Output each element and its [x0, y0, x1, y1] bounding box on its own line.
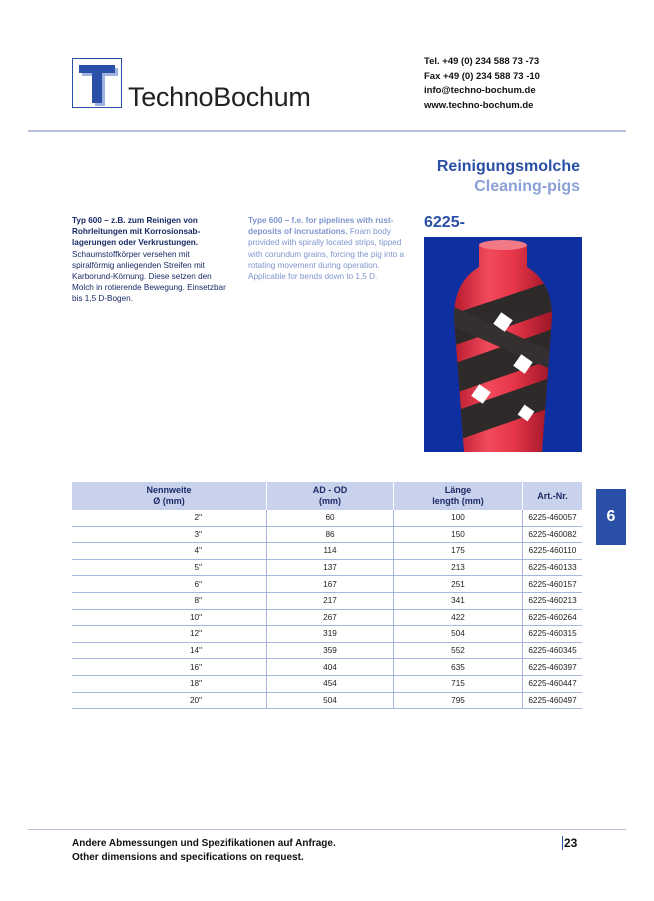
- cell-od: 217: [267, 592, 394, 609]
- cell-length: 422: [394, 609, 523, 626]
- technobochum-logo-icon: [72, 58, 122, 108]
- footer-note: [72, 837, 336, 865]
- cell-od: 167: [267, 576, 394, 593]
- cell-article-number: 6225-460133: [523, 559, 583, 576]
- cell-article-number: 6225-460157: [523, 576, 583, 593]
- cell-od: 60: [267, 510, 394, 526]
- cell-length: 795: [394, 692, 523, 709]
- description-de-text: Schaumstoffkörper versehen mit spiralförmig anliegenden Streifen mit Karborund-Körnung. Diese setzen den Molch in rotierende Bewegung. Einsetzbar bis 1,5 D-Bogen.: [72, 249, 226, 304]
- cell-od: 359: [267, 642, 394, 659]
- product-code: 6225-: [424, 214, 465, 231]
- cell-nominal-size: 16": [72, 659, 267, 676]
- cell-article-number: 6225-460213: [523, 592, 583, 609]
- table-row: [72, 526, 582, 543]
- contact-fax: Fax +49 (0) 234 588 73 -10: [424, 70, 540, 82]
- table-row: [72, 543, 582, 560]
- footer-note-en: Other dimensions and specifications on request.: [72, 852, 304, 863]
- cell-nominal-size: 3": [72, 526, 267, 543]
- cell-length: 635: [394, 659, 523, 676]
- cell-length: 715: [394, 675, 523, 692]
- cell-article-number: 6225-460110: [523, 543, 583, 560]
- cell-od: 504: [267, 692, 394, 709]
- cell-article-number: 6225-460315: [523, 626, 583, 643]
- cell-length: 251: [394, 576, 523, 593]
- header-od: AD - OD (mm): [267, 482, 394, 510]
- cell-length: 504: [394, 626, 523, 643]
- cell-od: 267: [267, 609, 394, 626]
- spec-table: [72, 482, 582, 709]
- header-nominal-size: Nennweite Ø (mm): [72, 482, 267, 510]
- header-article-number: Art.-Nr.: [523, 482, 583, 510]
- cell-nominal-size: 2": [72, 510, 267, 526]
- page-number: 23: [564, 836, 578, 850]
- cell-nominal-size: 14": [72, 642, 267, 659]
- cell-length: 552: [394, 642, 523, 659]
- cell-nominal-size: 10": [72, 609, 267, 626]
- table-row: [72, 592, 582, 609]
- table-row: [72, 576, 582, 593]
- cell-article-number: 6225-460057: [523, 510, 583, 526]
- cell-nominal-size: 4": [72, 543, 267, 560]
- cell-od: 404: [267, 659, 394, 676]
- description-en-heading: Type 600 – f.e. for pipelines with rust-deposits of incrustations.: [248, 216, 394, 237]
- table-header-row: [72, 482, 582, 510]
- cell-length: 100: [394, 510, 523, 526]
- cell-od: 86: [267, 526, 394, 543]
- description-de: [72, 215, 232, 305]
- cell-article-number: 6225-460497: [523, 692, 583, 709]
- table-row: [72, 642, 582, 659]
- description-en-text: Foam body provided with spirally located strips, tipped with corundum grains, forcing the pig into a rotating movement during operation. Applicable for bends down to 1,5 D.: [248, 227, 405, 282]
- cell-od: 114: [267, 543, 394, 560]
- cleaning-pig-image: [424, 237, 582, 452]
- cell-od: 137: [267, 559, 394, 576]
- cell-od: 319: [267, 626, 394, 643]
- cell-nominal-size: 5": [72, 559, 267, 576]
- table-row: [72, 609, 582, 626]
- cell-article-number: 6225-460082: [523, 526, 583, 543]
- company-name: TechnoBochum: [128, 82, 311, 112]
- cell-length: 150: [394, 526, 523, 543]
- contact-email[interactable]: info@techno-bochum.de: [424, 85, 536, 96]
- footer-divider: [28, 829, 626, 830]
- contact-phone: Tel. +49 (0) 234 588 73 -73: [424, 56, 540, 67]
- chapter-tab[interactable]: 6: [596, 489, 626, 545]
- product-photo: [424, 237, 582, 452]
- cell-article-number: 6225-460447: [523, 675, 583, 692]
- contact-block: [424, 55, 540, 113]
- table-row: [72, 510, 582, 526]
- cell-length: 341: [394, 592, 523, 609]
- table-row: [72, 659, 582, 676]
- description-de-heading: Typ 600 – z.B. zum Reinigen von Rohrleitungen mit Korrosionsab-lagerungen oder Verkrustungen.: [72, 216, 201, 248]
- table-row: [72, 675, 582, 692]
- header-divider: [28, 130, 626, 132]
- header-length: Länge length (mm): [394, 482, 523, 510]
- cell-article-number: 6225-460345: [523, 642, 583, 659]
- footer-note-de: Andere Abmessungen und Spezifikationen auf Anfrage.: [72, 838, 336, 849]
- cell-length: 175: [394, 543, 523, 560]
- contact-website[interactable]: www.techno-bochum.de: [424, 99, 534, 111]
- table-row: [72, 692, 582, 709]
- cell-article-number: 6225-460264: [523, 609, 583, 626]
- cell-nominal-size: 6": [72, 576, 267, 593]
- section-title-de: Reinigungsmolche: [436, 158, 580, 175]
- section-title-en: Cleaning-pigs: [474, 178, 580, 195]
- cell-length: 213: [394, 559, 523, 576]
- cell-nominal-size: 20": [72, 692, 267, 709]
- cell-nominal-size: 18": [72, 675, 267, 692]
- table-row: [72, 626, 582, 643]
- cell-article-number: 6225-460397: [523, 659, 583, 676]
- description-en: [248, 215, 418, 282]
- page-number-divider: [562, 836, 563, 850]
- cell-nominal-size: 12": [72, 626, 267, 643]
- cell-od: 454: [267, 675, 394, 692]
- table-row: [72, 559, 582, 576]
- cell-nominal-size: 8": [72, 592, 267, 609]
